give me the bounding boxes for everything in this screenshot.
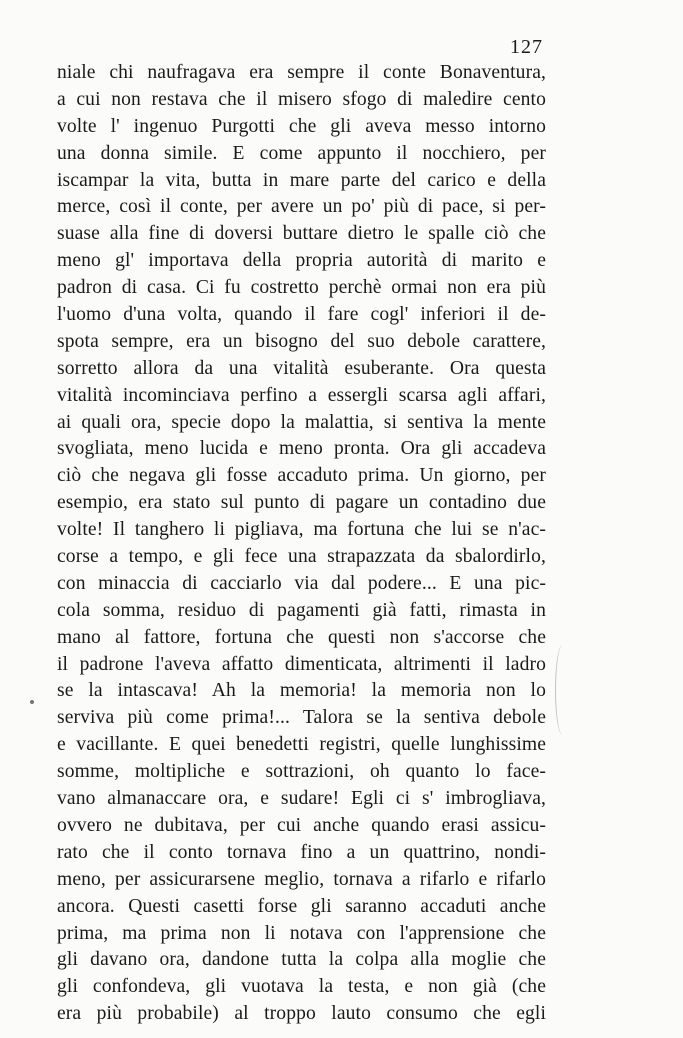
page-number: 127 <box>510 36 543 58</box>
text-line: iscampar la vita, butta in mare parte del carico e della <box>57 169 546 191</box>
body-text <box>57 60 546 1028</box>
text-line: vano almanaccare ora, e sudare! Egli ci s' imbrogliava, <box>57 788 546 810</box>
text-line: una donna simile. E come appunto il nocchiero, per <box>57 142 546 164</box>
text-line: con minaccia di cacciarlo via dal podere... E una pic- <box>57 572 546 594</box>
text-line: prima, ma prima non li notava con l'apprensione che <box>57 922 546 944</box>
text-line: sorretto allora da una vitalità esuberante. Ora questa <box>57 357 546 379</box>
text-line: ovvero ne dubitava, per cui anche quando erasi assicu- <box>57 814 546 836</box>
text-line: padron di casa. Ci fu costretto perchè ormai non era più <box>57 277 546 299</box>
text-line: mano al fattore, fortuna che questi non s'accorse che <box>57 626 546 648</box>
text-line: volte l' ingenuo Purgotti che gli aveva messo intorno <box>57 115 546 137</box>
text-line: corse a tempo, e gli fece una strapazzata da sbalordirlo, <box>57 546 546 568</box>
text-line: e vacillante. E quei benedetti registri, quelle lunghissime <box>57 734 546 756</box>
text-line: il padrone l'aveva affatto dimenticata, altrimenti il ladro <box>57 653 546 675</box>
text-line: suase alla fine di doversi buttare dietro le spalle ciò che <box>57 223 546 245</box>
text-line: svogliata, meno lucida e meno pronta. Ora gli accadeva <box>57 438 546 460</box>
text-line: ciò che negava gli fosse accaduto prima. Un giorno, per <box>57 465 546 487</box>
text-line: meno, per assicurarsene meglio, tornava a rifarlo e rifarlo <box>57 868 546 890</box>
text-line: merce, così il conte, per avere un po' più di pace, si per- <box>57 196 546 218</box>
text-line: esempio, era stato sul punto di pagare un contadino due <box>57 492 546 514</box>
text-line: gli confondeva, gli vuotava la testa, e non già (che <box>57 976 546 998</box>
text-line: l'uomo d'una volta, quando il fare cogl' inferiori il de- <box>57 304 546 326</box>
text-line: vitalità incominciava perfino a essergli scarsa agli affari, <box>57 384 546 406</box>
text-line: niale chi naufragava era sempre il conte Bonaventura, <box>57 62 546 83</box>
text-line: cola somma, residuo di pagamenti già fatti, rimasta in <box>57 599 546 621</box>
text-line: meno gl' importava della propria autorità di marito e <box>57 250 546 272</box>
text-line: serviva più come prima!... Talora se la sentiva debole <box>57 707 546 729</box>
text-line: somme, moltipliche e sottrazioni, oh quanto lo face- <box>57 761 546 783</box>
text-line: ai quali ora, specie dopo la malattia, si sentiva la mente <box>57 411 546 433</box>
text-line: era più probabile) al troppo lauto consumo che egli <box>57 1003 546 1025</box>
margin-speck <box>30 700 34 704</box>
margin-bracket-mark <box>555 645 570 735</box>
text-line: ancora. Questi casetti forse gli saranno accaduti anche <box>57 895 546 917</box>
text-line: se la intascava! Ah la memoria! la memoria non lo <box>57 680 546 702</box>
text-line: spota sempre, era un bisogno del suo debole carattere, <box>57 330 546 352</box>
text-line: a cui non restava che il misero sfogo di maledire cento <box>57 88 546 110</box>
text-line: gli davano ora, dandone tutta la colpa alla moglie che <box>57 949 546 971</box>
text-line: volte! Il tanghero li pigliava, ma fortuna che lui se n'ac- <box>57 519 546 541</box>
text-line: rato che il conto tornava fino a un quattrino, nondi- <box>57 841 546 863</box>
